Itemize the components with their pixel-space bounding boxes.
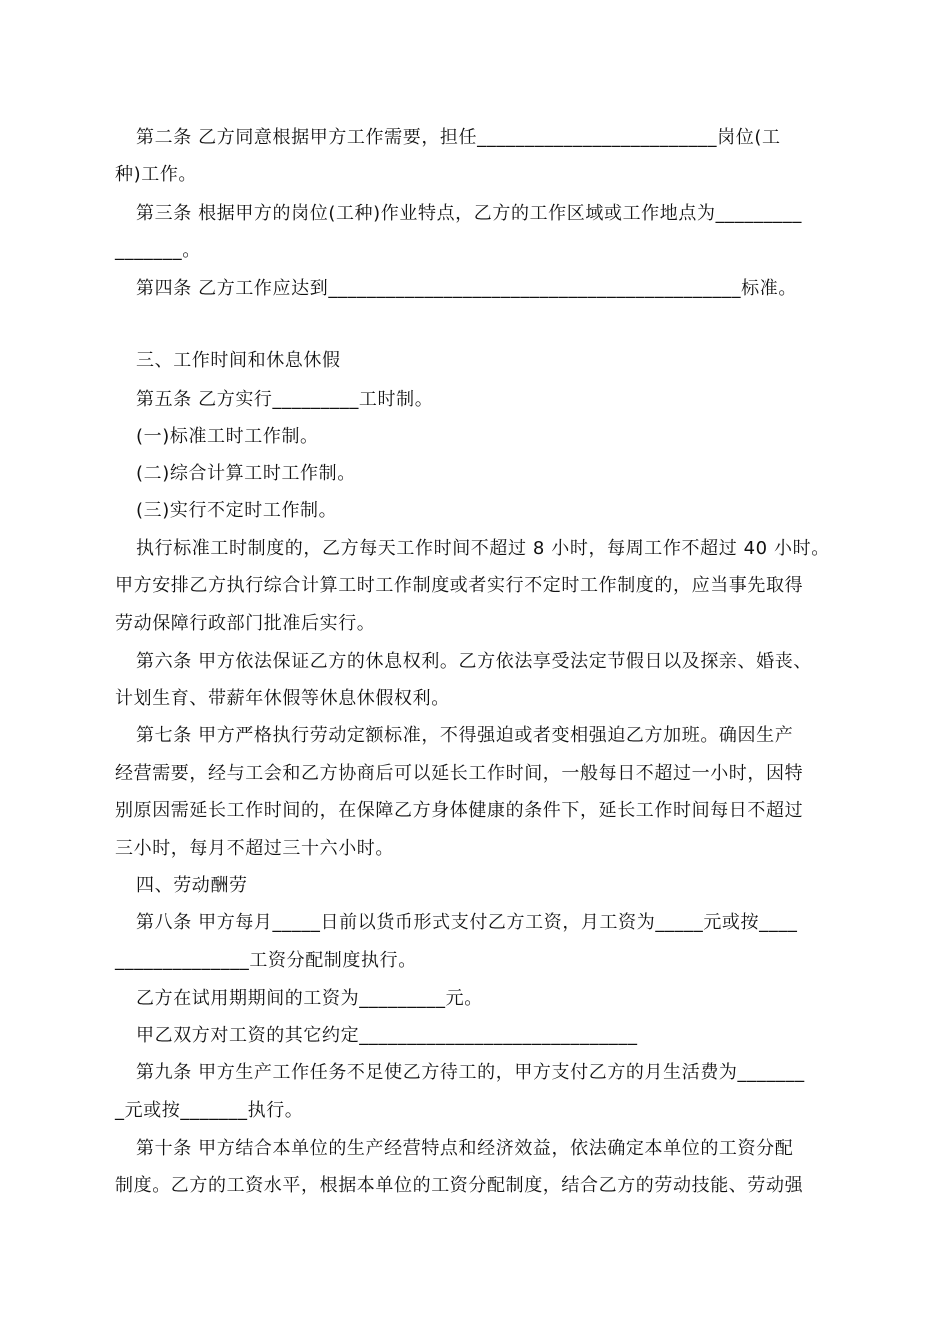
article-6-line-1: 第六条 甲方依法保证乙方的休息权利。乙方依法享受法定节假日以及探亲、婚丧、	[136, 651, 812, 672]
article-7-line-4: 三小时，每月不超过三十六小时。	[115, 838, 394, 859]
probation-salary: 乙方在试用期期间的工资为_________元。	[136, 988, 483, 1009]
section-4-heading: 四、劳动酬劳	[136, 875, 248, 896]
article-8-line-2: ______________工资分配制度执行。	[115, 950, 417, 971]
article-2-line-2: 种)工作。	[115, 164, 198, 185]
option-1: (一)标准工时工作制。	[136, 426, 319, 447]
article-7-line-1: 第七条 甲方严格执行劳动定额标准，不得强迫或者变相强迫乙方加班。确因生产	[136, 725, 794, 746]
article-5: 第五条 乙方实行_________工时制。	[136, 389, 434, 410]
paragraph-hours-line-3: 劳动保障行政部门批准后实行。	[115, 613, 376, 634]
article-8-line-1: 第八条 甲方每月_____日前以货币形式支付乙方工资，月工资为_____元或按____	[136, 912, 798, 933]
article-6-line-2: 计划生育、带薪年休假等休息休假权利。	[115, 688, 450, 709]
article-2-line-1: 第二条 乙方同意根据甲方工作需要，担任_________________________岗位(工	[136, 127, 781, 148]
article-10-line-2: 制度。乙方的工资水平，根据本单位的工资分配制度，结合乙方的劳动技能、劳动强	[115, 1175, 804, 1196]
option-2: (二)综合计算工时工作制。	[136, 463, 356, 484]
option-3: (三)实行不定时工作制。	[136, 500, 338, 521]
section-3-heading: 三、工作时间和休息休假	[136, 350, 341, 371]
article-10-line-1: 第十条 甲方结合本单位的生产经营特点和经济效益，依法确定本单位的工资分配	[136, 1138, 794, 1159]
paragraph-hours-line-2: 甲方安排乙方执行综合计算工时工作制度或者实行不定时工作制度的，应当事先取得	[115, 575, 804, 596]
article-4: 第四条 乙方工作应达到___________________________________________标准。	[136, 278, 797, 299]
other-salary-terms: 甲乙双方对工资的其它约定_____________________________	[136, 1025, 638, 1046]
paragraph-hours-line-1: 执行标准工时制度的，乙方每天工作时间不超过 8 小时，每周工作不超过 40 小时。	[136, 538, 830, 559]
article-9-line-2: _元或按_______执行。	[115, 1100, 304, 1121]
article-7-line-3: 别原因需延长工作时间的，在保障乙方身体健康的条件下，延长工作时间每日不超过	[115, 800, 804, 821]
article-3-line-2: _______。	[115, 240, 201, 261]
article-9-line-1: 第九条 甲方生产工作任务不足使乙方待工的，甲方支付乙方的月生活费为_______	[136, 1062, 805, 1083]
article-3-line-1: 第三条 根据甲方的岗位(工种)作业特点，乙方的工作区域或工作地点为_________	[136, 203, 802, 224]
article-7-line-2: 经营需要，经与工会和乙方协商后可以延长工作时间，一般每日不超过一小时，因特	[115, 763, 804, 784]
